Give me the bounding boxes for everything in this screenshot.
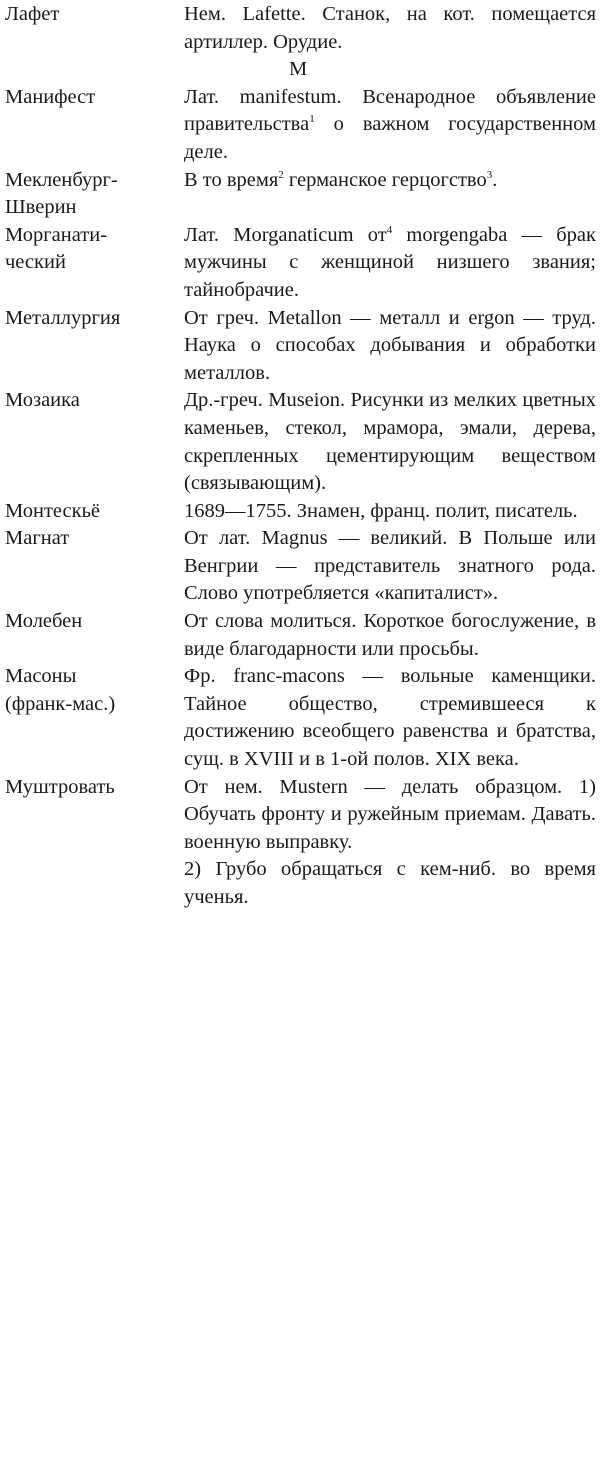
entry-term: Монтескьё <box>5 499 101 522</box>
entry-mosaic <box>5 387 596 497</box>
entry-term: Морганати- ческий <box>5 223 108 274</box>
entry-metallurgy <box>5 305 596 388</box>
definition-paragraph: От нем. Mustern — делать образцом. 1) Обучать фронту и ружейным приемам. Давать. военную выправку. <box>184 775 596 853</box>
entry-definition: В то время$^2$ германское герцогство$^3$. <box>184 168 498 191</box>
entry-term: Мозаика <box>5 389 80 412</box>
footnote-ref[interactable]: 3 <box>486 168 493 181</box>
entry-term: Металлургия <box>5 306 121 329</box>
section-letter: М <box>289 58 308 81</box>
entry-definition: Фр. franc-macons — вольные каменщики. Тайное общество, стремившееся к достижению всеобщего равенства и братства, сущ. в XVIII и в 1-ой полов. XIX века. <box>184 665 596 771</box>
entry-term: Лафет <box>5 3 60 25</box>
entry-magnate <box>5 525 596 608</box>
entry-definition: Др.-греч. Museion. Рисунки из мелких цветных каменьев, стекол, мрамора, эмали, дерева, скрепленных цементирующим веществом (связывающим). <box>184 389 596 495</box>
entry-definition: Лат. Morganaticum $от^4$ morgengaba — брак мужчины с женщиной низшего звания; тайнобрачие. <box>184 223 596 301</box>
footnote-ref[interactable]: 4 <box>386 223 393 236</box>
entry-term: Масоны (франк-мас.) <box>5 665 116 715</box>
entry-term: Мекленбург- Шверин <box>5 168 118 219</box>
entry-mecklenburg <box>5 167 596 222</box>
entry-definition: Нем. Lafette. Станок, на кот. помещается артиллер. Орудие. <box>184 3 596 53</box>
entry-definition <box>184 774 596 912</box>
entry-morganatic <box>5 222 596 305</box>
entry-montesquieu <box>5 498 596 526</box>
entry-term: Магнат <box>5 527 70 550</box>
entry-term: Манифест <box>5 85 96 108</box>
entry-term: Муштровать <box>5 775 115 798</box>
entry-drill <box>5 774 596 912</box>
entry-definition: От лат. Magnus — великий. В Польше или Венгрии — представитель знатного рода. Слово употребляется «капиталист». <box>184 527 596 605</box>
entry-term: Молебен <box>5 610 83 633</box>
entry-manifest <box>5 84 596 167</box>
definition-paragraph: 2) Грубо обращаться с кем-ниб. во время ученья. <box>184 858 596 908</box>
entry-moleben <box>5 608 596 663</box>
entry-definition: 1689—1755. Знамен, франц. полит, писатель. <box>184 499 578 522</box>
footnote-ref[interactable]: 2 <box>278 168 284 181</box>
entry-lafet <box>5 1 596 56</box>
entry-definition: Лат. manifestum. Всенародное объявление правительства$^1$ о важном государственном деле. <box>184 85 596 163</box>
footnote-ref[interactable]: 1 <box>309 113 315 126</box>
entry-masons <box>5 663 596 773</box>
entry-definition: От греч. Metallon — металл и ergon — труд. Наука о способах добывания и обработки металлов. <box>184 306 596 384</box>
entry-definition: От слова молиться. Короткое богослужение, в виде благодарности или просьбы. <box>184 610 596 660</box>
